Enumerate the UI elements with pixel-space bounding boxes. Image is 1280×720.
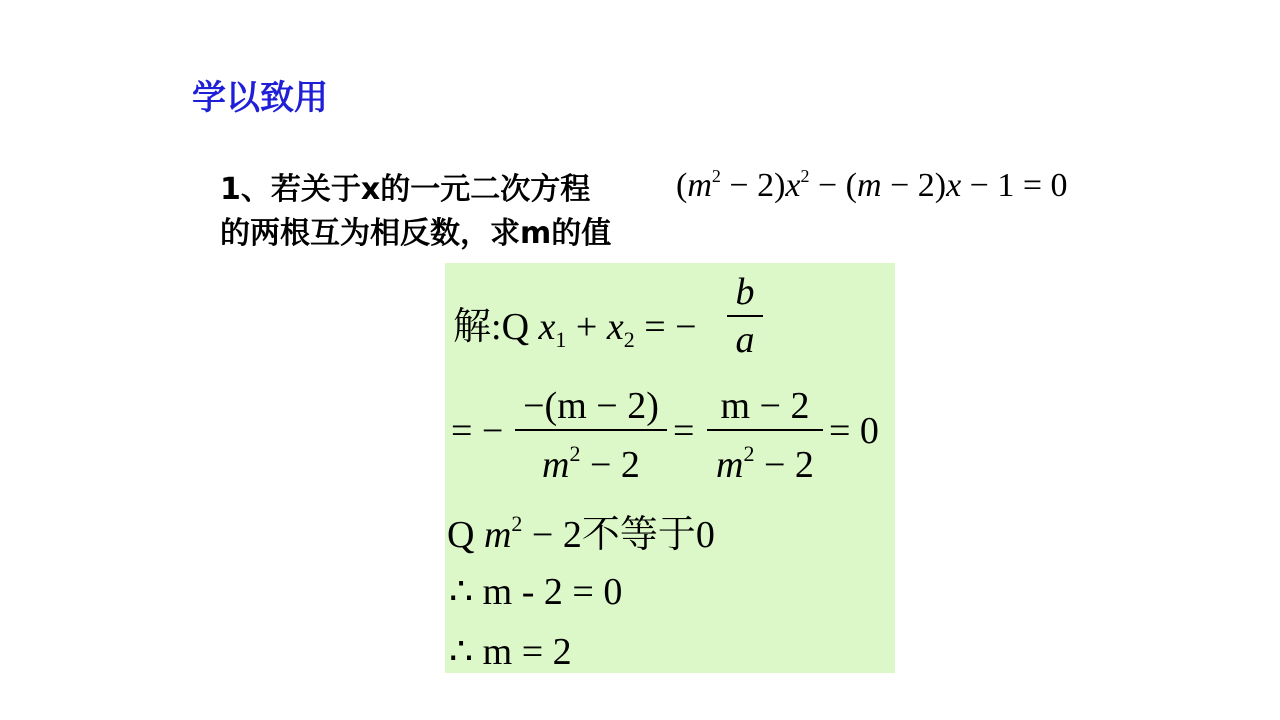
term: − 2	[522, 514, 582, 556]
because-symbol: Q	[447, 514, 475, 556]
eq-term: − 2	[720, 167, 775, 204]
subscript: 2	[623, 327, 635, 352]
problem-equation	[676, 166, 1068, 205]
fraction-b-over-a	[727, 269, 763, 363]
eq-exp: 2	[800, 166, 810, 186]
not-equal-text: 不等于	[581, 512, 696, 556]
because-symbol: Q	[501, 306, 530, 348]
equals-zero: = 0	[829, 410, 879, 452]
solution-line-2-lead: = −	[451, 410, 504, 452]
equals: =	[673, 410, 695, 452]
problem-line-1: 1、若关于x的一元二次方程	[220, 172, 591, 207]
exp: 2	[743, 441, 755, 466]
eq-var: m	[687, 167, 712, 204]
var-m: m	[483, 514, 512, 556]
fraction-2	[515, 383, 667, 486]
solution-line-4: ∴ m - 2 = 0	[449, 571, 623, 613]
eq-paren: (	[676, 167, 688, 204]
slide-title: 学以致用	[192, 78, 328, 118]
exp: 2	[511, 511, 523, 536]
eq-exp: 2	[711, 166, 721, 186]
eq-var: x	[785, 167, 801, 204]
var-m: m	[716, 444, 744, 486]
zero: 0	[695, 514, 715, 556]
eq-term: − 2)	[881, 167, 947, 204]
numerator: −(m − 2)	[523, 385, 659, 427]
var-x2: x	[606, 306, 624, 348]
eq-term: − 1 = 0	[961, 167, 1068, 204]
denominator	[515, 431, 667, 486]
solution-line-3	[447, 503, 715, 558]
term: − 2	[580, 444, 640, 486]
problem-text	[220, 168, 611, 256]
denominator	[707, 431, 823, 486]
eq-paren: )	[774, 167, 786, 204]
eq-var: m	[857, 167, 882, 204]
eq-term: − (	[809, 167, 857, 204]
fraction-3	[707, 383, 823, 486]
solution-box	[445, 263, 895, 673]
var-x1: x	[538, 306, 556, 348]
operator: +	[566, 306, 607, 348]
colon: :	[491, 306, 502, 348]
operator: = −	[634, 306, 697, 348]
var-m: m	[542, 444, 570, 486]
exp: 2	[569, 441, 581, 466]
subscript: 1	[555, 327, 567, 352]
denominator: a	[735, 319, 755, 361]
eq-var: x	[946, 167, 962, 204]
solution-label: 解	[453, 304, 492, 348]
term: − 2	[754, 444, 814, 486]
numerator: b	[735, 271, 755, 313]
solution-line-1	[453, 295, 697, 353]
numerator: m − 2	[720, 385, 810, 427]
problem-line-2: 的两根互为相反数，求m的值	[220, 216, 612, 251]
solution-line-5: ∴ m = 2	[449, 631, 572, 673]
